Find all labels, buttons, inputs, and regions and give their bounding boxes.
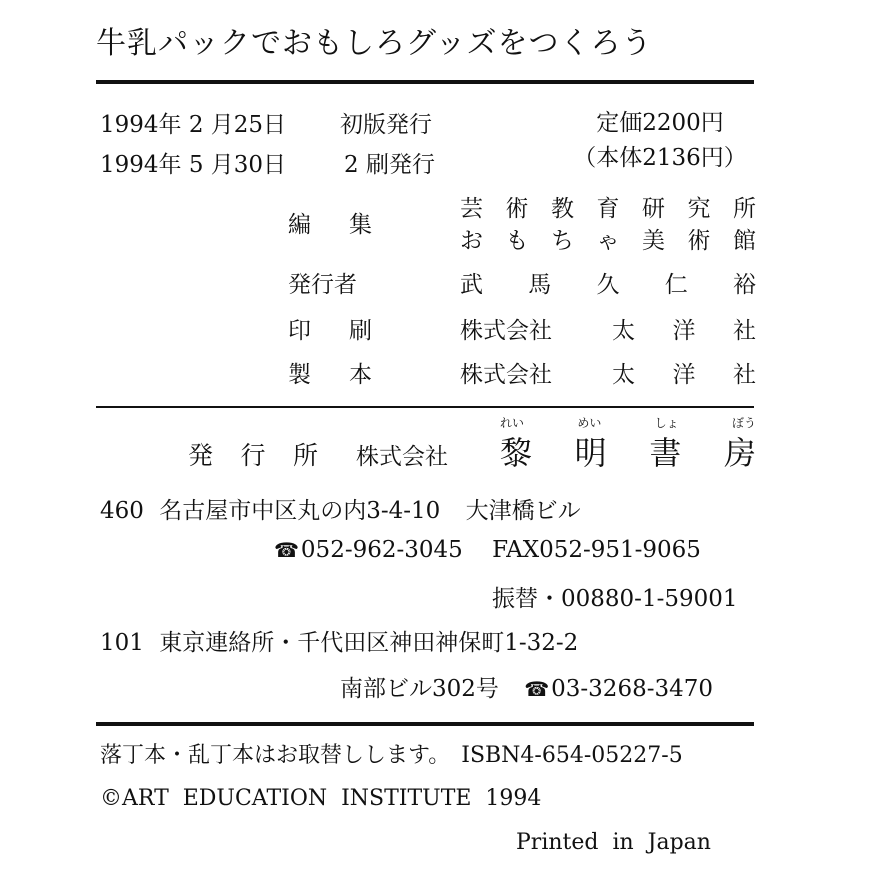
edition-2-label: 2 刷発行 <box>344 152 435 178</box>
publisher-person-label: 発行者 <box>288 272 357 298</box>
tokyo-phone-line <box>340 670 713 703</box>
edition-1-label: 初版発行 <box>340 112 432 138</box>
main-transfer: 振替・00880-1-59001 <box>492 586 738 612</box>
printer-label: 印 刷 <box>288 318 372 344</box>
publisher-name: 黎 明 書 房 <box>500 434 756 472</box>
footer-notice-line <box>100 738 683 769</box>
publisher-corp: 株式会社 <box>356 444 448 470</box>
editor-label: 編 集 <box>288 212 372 238</box>
main-phone: 052-962-3045 <box>300 537 463 563</box>
main-building: 大津橋ビル <box>465 498 581 524</box>
main-postal: 460 <box>100 498 144 524</box>
binder-label: 製 本 <box>288 362 372 388</box>
printer-corp: 株式会社 <box>460 318 552 344</box>
publisher-ruby: れい めい しょ ぼう <box>500 416 756 430</box>
tokyo-address-line <box>100 624 578 657</box>
footer-rule <box>96 722 754 726</box>
main-address: 名古屋市中区丸の内3-4-10 <box>159 498 441 524</box>
tokyo-address: 東京連絡所・千代田区神田神保町1-32-2 <box>159 630 579 656</box>
editor-line-1: 芸 術 教 育 研 究 所 <box>460 196 756 222</box>
publisher-person-name: 武 馬 久 仁 裕 <box>460 272 756 298</box>
editor-line-2: お も ち ゃ 美 術 館 <box>460 228 756 254</box>
price-block <box>572 104 748 172</box>
main-phone-line <box>274 537 701 563</box>
printed-in: Printed in Japan <box>516 830 711 855</box>
credits-rule <box>96 406 754 408</box>
telephone-icon: ☎ <box>524 677 550 701</box>
main-address-line <box>100 492 581 525</box>
edition-1-date: 1994年 2 月25日 <box>100 112 287 138</box>
isbn: ISBN4-654-05227-5 <box>461 743 683 768</box>
title-rule <box>96 80 754 84</box>
tokyo-postal: 101 <box>100 630 144 656</box>
price-base: （本体2136円） <box>573 145 747 171</box>
exchange-notice: 落丁本・乱丁本はお取替しします。 <box>100 743 451 768</box>
edition-2-date: 1994年 5 月30日 <box>100 152 287 178</box>
binder-corp: 株式会社 <box>460 362 552 388</box>
tokyo-building: 南部ビル302号 <box>340 676 499 702</box>
book-title: 牛乳パックでおもしろグッズをつくろう <box>96 26 653 61</box>
copyright: ©ART EDUCATION INSTITUTE 1994 <box>100 786 542 811</box>
price-text: 定価2200円 <box>596 110 724 136</box>
printer-name: 太 洋 社 <box>612 318 756 344</box>
tokyo-phone: 03-3268-3470 <box>551 676 714 702</box>
main-fax: FAX052-951-9065 <box>492 537 701 563</box>
binder-name: 太 洋 社 <box>612 362 756 388</box>
publisher-label: 発 行 所 <box>188 441 318 470</box>
telephone-icon: ☎ <box>274 538 299 562</box>
